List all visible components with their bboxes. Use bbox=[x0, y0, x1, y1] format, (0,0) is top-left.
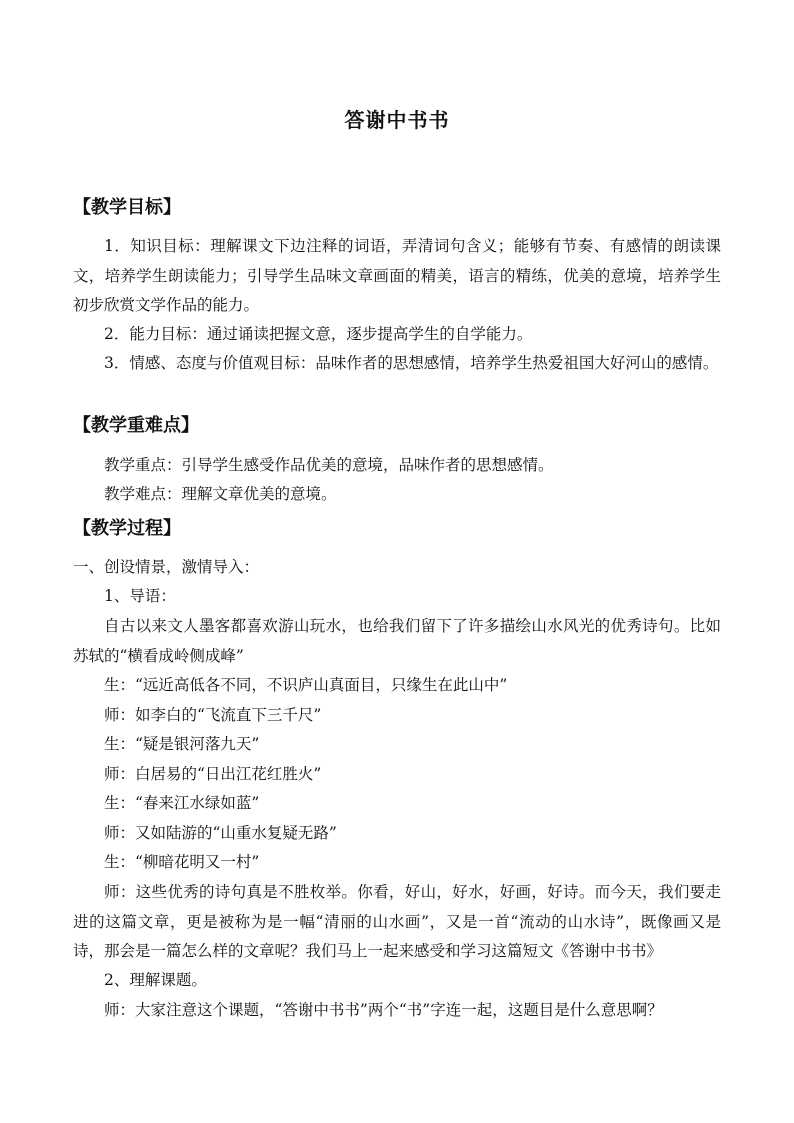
dialogue-line: 生：“柳暗花明又一村” bbox=[104, 853, 260, 871]
heading-teaching-goals: 【教学目标】 bbox=[73, 197, 181, 218]
dialogue-line: 师：白居易的“日出江花红胜火” bbox=[104, 765, 322, 783]
dialogue-line: 生：“疑是银河落九天” bbox=[104, 735, 260, 753]
dialogue-line: 生：“远近高低各不同，不识庐山真面目，只缘生在此山中” bbox=[104, 676, 508, 694]
sub-step-topic: 2、理解课题。 bbox=[104, 971, 207, 989]
dialogue-line: 生：“春来江水绿如蓝” bbox=[104, 794, 260, 812]
dialogue-line: 师：又如陆游的“山重水复疑无路” bbox=[104, 824, 337, 842]
goal-item-knowledge: 1．知识目标：理解课文下边注释的词语，弄清词句含义；能够有节奏、有感情的朗读课文，培养学生朗读能力；引导学生品味文章画面的精美，语言的精练，优美的意境，培养学生初步欣赏文学作品的能力。 bbox=[73, 237, 721, 314]
intro-paragraph: 自古以来文人墨客都喜欢游山玩水，也给我们留下了许多描绘山水风光的优秀诗句。比如苏轼的“横看成岭侧成峰” bbox=[73, 617, 721, 665]
teacher-paragraph: 师：这些优秀的诗句真是不胜枚举。你看，好山，好水，好画，好诗。而今天，我们要走进的这篇文章，更是被称为是一幅“清丽的山水画”，又是一首“流动的山水诗”，既像画又是诗，那会是一篇怎么样的文章呢？我们马上一起来感受和学习这篇短文《答谢中书书》 bbox=[73, 883, 721, 960]
key-point-difficulty: 教学难点：理解文章优美的意境。 bbox=[104, 485, 337, 503]
sub-step-intro: 1、导语： bbox=[104, 587, 176, 605]
goal-item-emotion: 3．情感、态度与价值观目标：品味作者的思想感情，培养学生热爱祖国大好河山的感情。 bbox=[104, 354, 719, 372]
heading-teaching-process: 【教学过程】 bbox=[73, 518, 181, 539]
teacher-question: 师：大家注意这个课题，“答谢中书书”两个“书”字连一起，这题目是什么意思啊？ bbox=[104, 1001, 663, 1019]
heading-key-points: 【教学重难点】 bbox=[73, 415, 199, 436]
key-point-focus: 教学重点：引导学生感受作品优美的意境，品味作者的思想感情。 bbox=[104, 456, 554, 474]
goal-item-ability: 2．能力目标：通过诵读把握文意，逐步提高学生的自学能力。 bbox=[104, 325, 533, 343]
dialogue-line: 师：如李白的“飞流直下三千尺” bbox=[104, 706, 322, 724]
page-title: 答谢中书书 bbox=[344, 108, 450, 132]
step-one-title: 一、创设情景，激情导入： bbox=[73, 558, 260, 576]
